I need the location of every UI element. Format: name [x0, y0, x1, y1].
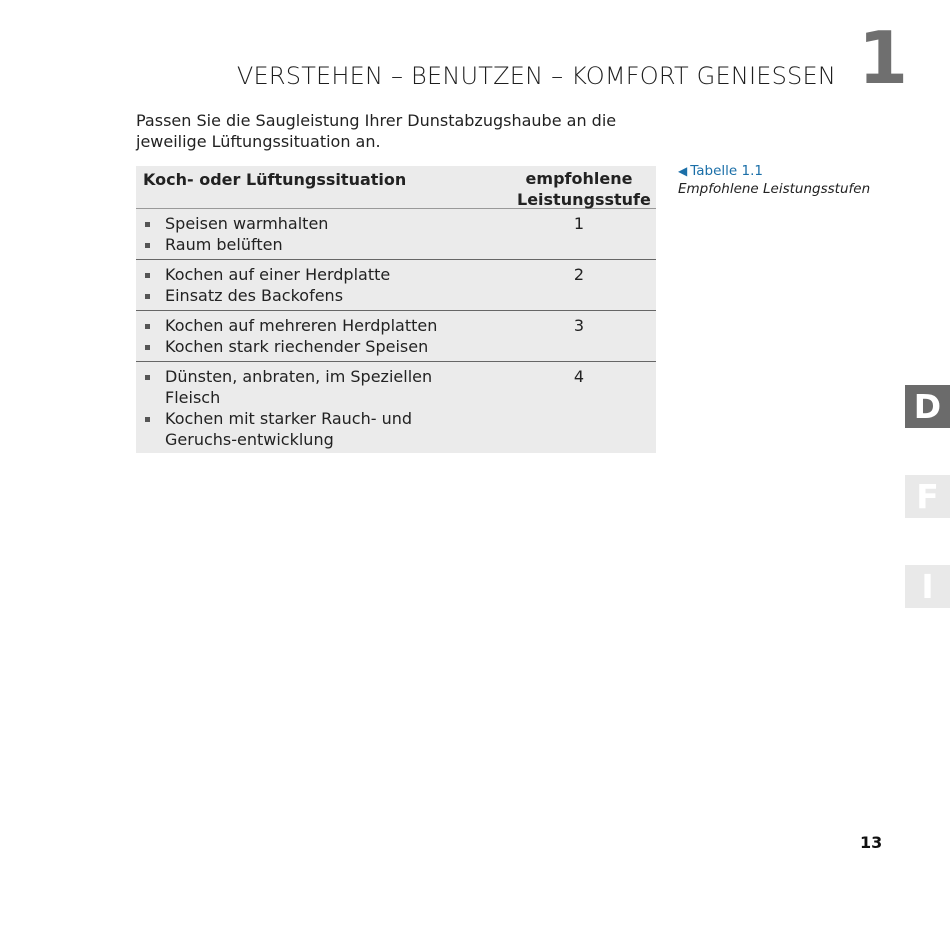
- list-item: Dünsten, anbraten, im Speziellen Fleisch: [143, 366, 483, 408]
- table-header: [136, 166, 656, 209]
- caption-text: Empfohlene Leistungsstufen: [678, 181, 871, 197]
- table-caption: [678, 162, 870, 198]
- level-value: 1: [573, 214, 585, 233]
- arrow-left-icon: ◀: [678, 164, 688, 178]
- chapter-title: VERSTEHEN – BENUTZEN – KOMFORT GENIESSEN: [236, 62, 836, 90]
- header-level-line2: Leistungsstufe: [517, 190, 651, 209]
- table-row: [136, 311, 656, 362]
- page-number: 13: [860, 833, 883, 852]
- situation-list: [143, 315, 483, 357]
- situation-list: [143, 366, 483, 450]
- table-row: [136, 209, 656, 260]
- list-item: Einsatz des Backofens: [143, 285, 483, 306]
- language-tab-i[interactable]: I: [905, 565, 950, 608]
- list-item: Speisen warmhalten: [143, 213, 483, 234]
- header-level-line1: empfohlene: [525, 169, 633, 188]
- header-level: [517, 168, 651, 209]
- level-value: 2: [573, 265, 585, 284]
- header-situation: Koch- oder Lüftungssituation: [143, 170, 407, 189]
- caption-label: [678, 162, 870, 180]
- power-level-table: [136, 166, 656, 453]
- table-row: [136, 362, 656, 453]
- list-item: Raum belüften: [143, 234, 483, 255]
- situation-list: [143, 213, 483, 255]
- level-value: 3: [573, 316, 585, 335]
- language-tab-f[interactable]: F: [905, 475, 950, 518]
- list-item: Kochen stark riechender Speisen: [143, 336, 483, 357]
- list-item: Kochen mit starker Rauch- und Geruchs-entwicklung: [143, 408, 483, 450]
- chapter-number: 1: [858, 16, 909, 100]
- situation-list: [143, 264, 483, 306]
- table-row: [136, 260, 656, 311]
- level-value: 4: [573, 367, 585, 386]
- language-tab-d[interactable]: D: [905, 385, 950, 428]
- list-item: Kochen auf mehreren Herdplatten: [143, 315, 483, 336]
- intro-paragraph: Passen Sie die Saugleistung Ihrer Dunstabzugshaube an die jeweilige Lüftungssituation an.: [136, 111, 617, 151]
- caption-label-text: Tabelle 1.1: [690, 163, 763, 179]
- list-item: Kochen auf einer Herdplatte: [143, 264, 483, 285]
